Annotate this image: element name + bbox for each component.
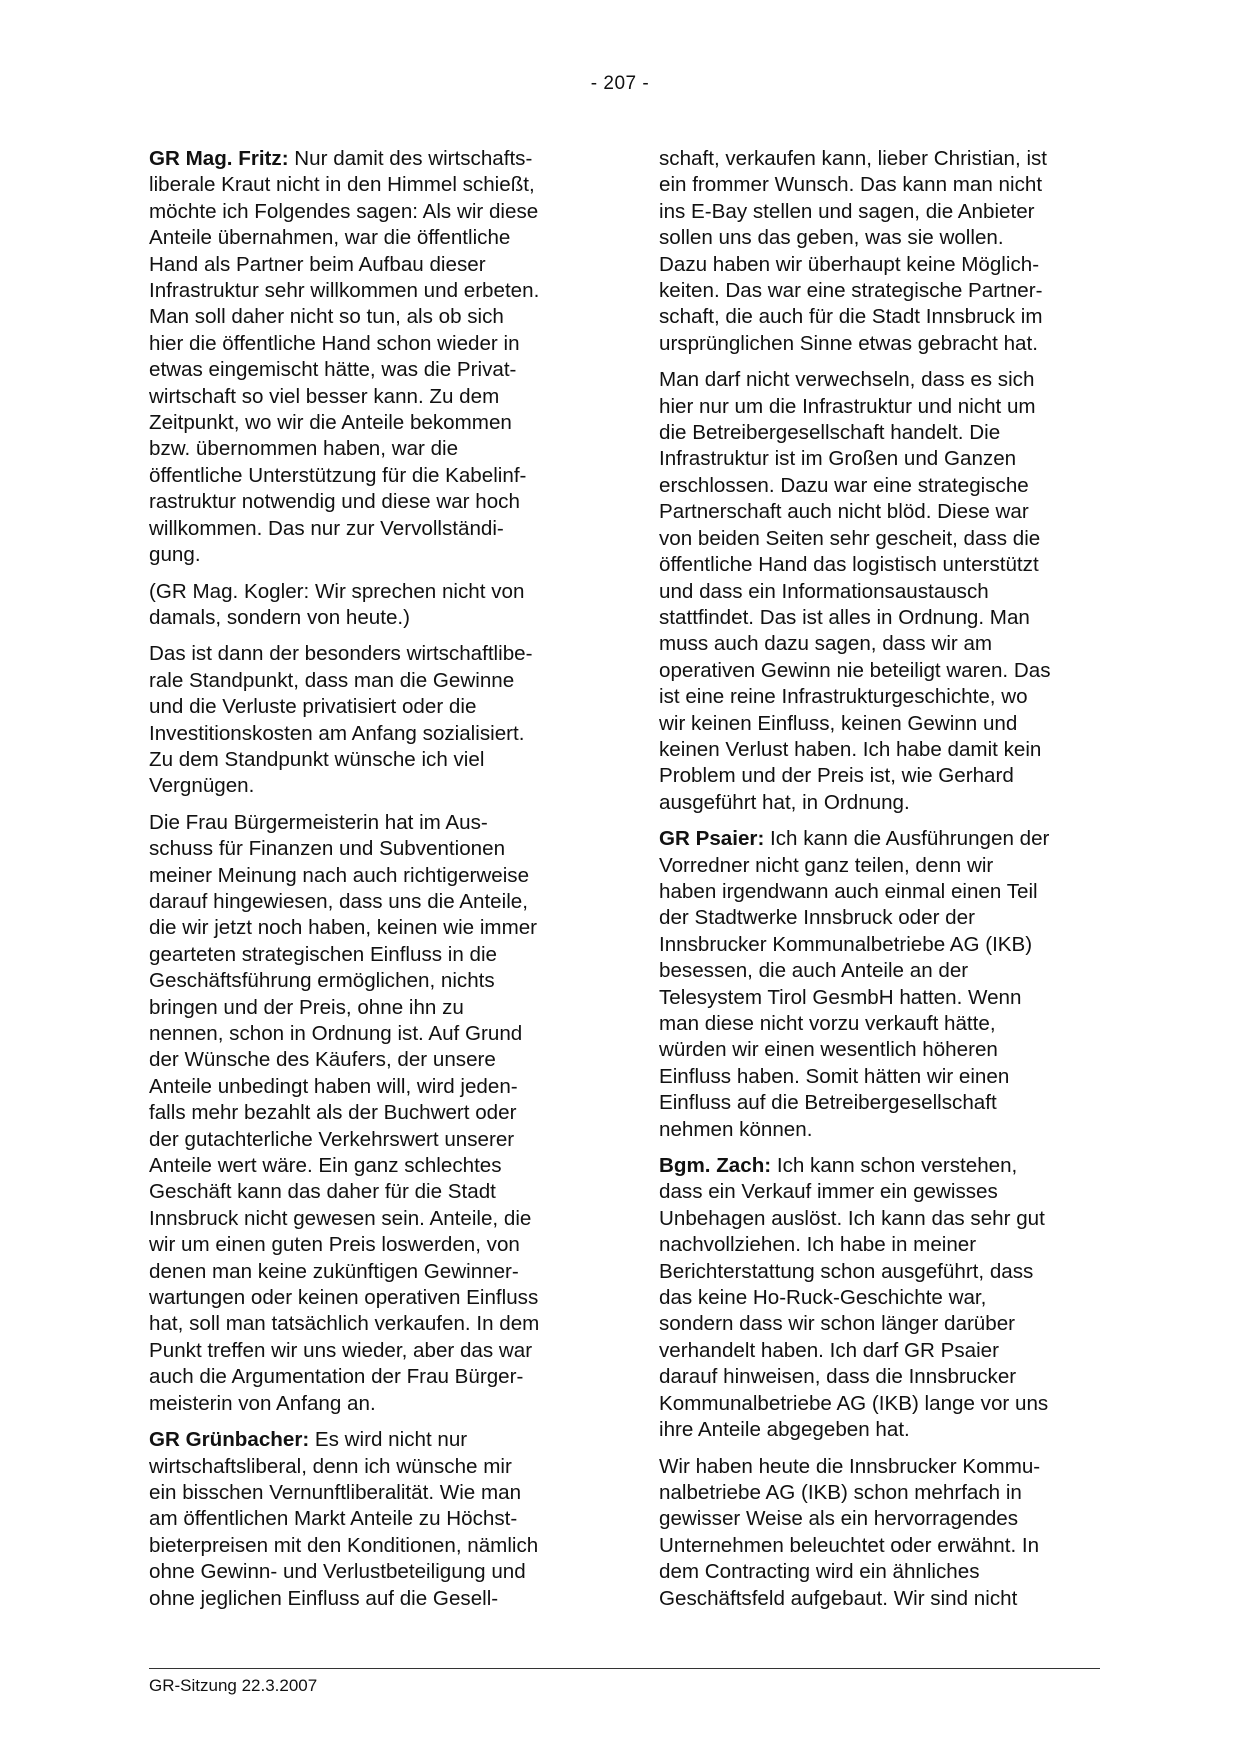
text-line	[659, 605, 1099, 631]
line-text: Anteile übernahmen, war die öffentliche	[149, 226, 511, 250]
line-text: wirtschaftsliberal, denn ich wünsche mir	[149, 1454, 512, 1478]
text-line	[149, 542, 589, 568]
line-text: schaft, verkaufen kann, lieber Christian, ist	[659, 147, 1048, 170]
line-text: Unternehmen beleuchtet oder erwähnt. In	[659, 1533, 1040, 1557]
footer-session-date: GR-Sitzung 22.3.2007	[149, 1676, 318, 1695]
line-text: Innsbrucker Kommunalbetriebe AG (IKB)	[659, 932, 1033, 956]
text-line	[149, 641, 589, 667]
text-line	[149, 1311, 589, 1337]
text-line	[659, 446, 1099, 472]
paragraph	[659, 1153, 1099, 1443]
line-text: bzw. übernommen haben, war die	[149, 437, 459, 461]
line-text: Vorredner nicht ganz teilen, denn wir	[659, 853, 994, 877]
text-line	[659, 631, 1099, 657]
paragraph	[149, 579, 589, 632]
line-text: keinen Verlust haben. Ich habe damit kein	[659, 737, 1042, 761]
text-line	[149, 1232, 589, 1258]
line-text: damals, sondern von heute.)	[149, 605, 411, 629]
text-line	[149, 721, 589, 747]
paragraph	[659, 826, 1099, 1143]
paragraph	[149, 810, 589, 1417]
text-line	[149, 1338, 589, 1364]
text-line	[659, 1311, 1099, 1337]
line-text: Anteile wert wäre. Ein ganz schlechtes	[149, 1154, 502, 1178]
text-line	[659, 331, 1099, 357]
line-text: Zeitpunkt, wo wir die Anteile bekommen	[149, 411, 512, 435]
line-text: etwas eingemischt hätte, was die Privat-	[149, 358, 517, 382]
line-text: Die Frau Bürgermeisterin hat im Aus-	[149, 810, 488, 834]
text-line	[659, 252, 1099, 278]
line-text: Wir haben heute die Innsbrucker Kommu-	[659, 1454, 1041, 1478]
line-text: liberale Kraut nicht in den Himmel schießt,	[149, 173, 535, 197]
line-text: meiner Meinung nach auch richtigerweise	[149, 863, 530, 887]
text-line	[149, 1480, 589, 1506]
line-text: meisterin von Anfang an.	[149, 1391, 376, 1415]
line-text: und die Verluste privatisiert oder die	[149, 695, 477, 719]
text-line	[659, 394, 1099, 420]
text-line	[659, 1391, 1099, 1417]
line-text: besessen, die auch Anteile an der	[659, 959, 969, 983]
line-text: hier nur um die Infrastruktur und nicht um	[659, 394, 1036, 418]
line-text: nennen, schon in Ordnung ist. Auf Grund	[149, 1022, 523, 1045]
line-text: wirtschaft so viel besser kann. Zu dem	[149, 384, 500, 408]
line-text: Berichterstattung schon ausgeführt, dass	[659, 1259, 1034, 1283]
text-line	[149, 1127, 589, 1153]
line-text: Problem und der Preis ist, wie Gerhard	[659, 764, 1014, 788]
text-line	[149, 1206, 589, 1232]
text-line	[149, 1179, 589, 1205]
line-text: Man soll daher nicht so tun, als ob sich	[149, 305, 504, 329]
line-text: Nur damit des wirtschafts-	[288, 147, 533, 170]
line-text: falls mehr bezahlt als der Buchwert oder	[149, 1101, 517, 1125]
line-text: man diese nicht vorzu verkauft hätte,	[659, 1012, 996, 1035]
line-text: auch die Argumentation der Frau Bürger-	[149, 1365, 524, 1389]
line-text: Dazu haben wir überhaupt keine Möglich-	[659, 252, 1040, 276]
text-line	[659, 1117, 1099, 1143]
text-line	[149, 836, 589, 862]
text-line	[659, 1364, 1099, 1390]
text-line	[659, 579, 1099, 605]
text-line	[659, 932, 1099, 958]
text-line	[659, 905, 1099, 931]
line-text: öffentliche Unterstützung für die Kabelinf-	[149, 463, 527, 487]
line-text: der Stadtwerke Innsbruck oder der	[659, 906, 975, 930]
text-line	[659, 1232, 1099, 1258]
text-line	[149, 668, 589, 694]
text-line	[659, 1533, 1099, 1559]
line-text: Innsbruck nicht gewesen sein. Anteile, die	[149, 1206, 532, 1230]
line-text: möchte ich Folgendes sagen: Als wir diese	[149, 199, 539, 223]
text-line	[659, 199, 1099, 225]
text-line	[659, 790, 1099, 816]
line-text: gewisser Weise als ein hervorragendes	[659, 1507, 1019, 1531]
text-line	[149, 1533, 589, 1559]
text-line	[149, 810, 589, 836]
text-line	[149, 463, 589, 489]
text-line	[149, 516, 589, 542]
text-line	[149, 915, 589, 941]
text-line	[659, 1259, 1099, 1285]
text-line	[149, 1047, 589, 1073]
text-line	[149, 172, 589, 198]
line-text: dass ein Verkauf immer ein gewisses	[659, 1180, 998, 1204]
line-text: ist eine reine Infrastrukturgeschichte, wo	[659, 685, 1028, 709]
line-text: Geschäftsfeld aufgebaut. Wir sind nicht	[659, 1586, 1018, 1610]
line-text: erschlossen. Dazu war eine strategische	[659, 473, 1029, 497]
line-text: Partnerschaft auch nicht blöd. Diese war	[659, 500, 1029, 524]
text-line	[149, 773, 589, 799]
line-text: Telesystem Tirol GesmbH hatten. Wenn	[659, 985, 1022, 1009]
line-text: die Betreibergesellschaft handelt. Die	[659, 421, 1001, 445]
text-line	[149, 357, 589, 383]
line-text: Einfluss haben. Somit hätten wir einen	[659, 1064, 1010, 1088]
line-text: gearteten strategischen Einfluss in die	[149, 942, 498, 966]
text-line	[149, 252, 589, 278]
speaker-name: GR Mag. Fritz:	[149, 147, 289, 170]
paragraph	[659, 1454, 1099, 1612]
text-line	[659, 711, 1099, 737]
text-line	[659, 1285, 1099, 1311]
text-line	[659, 763, 1099, 789]
text-line	[659, 225, 1099, 251]
line-text: sollen uns das geben, was sie wollen.	[659, 226, 1004, 250]
text-line	[659, 1480, 1099, 1506]
paragraph	[659, 146, 1099, 357]
line-text: ohne Gewinn- und Verlustbeteiligung und	[149, 1560, 526, 1584]
text-line	[659, 1206, 1099, 1232]
text-line	[659, 1153, 1099, 1179]
paragraph	[149, 1427, 589, 1612]
line-text: nachvollziehen. Ich habe in meiner	[659, 1233, 977, 1257]
text-line	[149, 1559, 589, 1585]
line-text: hier die öffentliche Hand schon wieder in	[149, 331, 520, 355]
line-text: von beiden Seiten sehr gescheit, dass die	[659, 526, 1041, 550]
text-line	[149, 1364, 589, 1390]
line-text: Vergnügen.	[149, 774, 255, 798]
line-text: darauf hinweisen, dass die Innsbrucker	[659, 1365, 1017, 1389]
speaker-name: GR Psaier:	[659, 827, 765, 851]
line-text: Geschäftsführung ermöglichen, nichts	[149, 969, 495, 993]
text-line	[149, 1285, 589, 1311]
line-text: Infrastruktur ist im Großen und Ganzen	[659, 447, 1017, 471]
text-line	[149, 1074, 589, 1100]
line-text: keiten. Das war eine strategische Partner-	[659, 279, 1043, 303]
line-text: Unbehagen auslöst. Ich kann das sehr gut	[659, 1206, 1045, 1230]
text-line	[149, 1506, 589, 1532]
line-text: ein frommer Wunsch. Das kann man nicht	[659, 173, 1043, 197]
text-line	[659, 1559, 1099, 1585]
line-text: denen man keine zukünftigen Gewinner-	[149, 1259, 519, 1283]
text-line	[659, 1179, 1099, 1205]
line-text: ins E-Bay stellen und sagen, die Anbieter	[659, 199, 1035, 223]
text-line	[149, 1153, 589, 1179]
speaker-name: GR Grünbacher:	[149, 1428, 310, 1452]
text-line	[149, 968, 589, 994]
line-text: öffentliche Hand das logistisch unterstützt	[659, 553, 1039, 577]
text-line	[659, 1506, 1099, 1532]
line-text: nalbetriebe AG (IKB) schon mehrfach in	[659, 1480, 1022, 1504]
line-text: nehmen können.	[659, 1117, 813, 1141]
text-line	[149, 199, 589, 225]
text-line	[149, 436, 589, 462]
line-text: sondern dass wir schon länger darüber	[659, 1312, 1016, 1336]
line-text: wartungen oder keinen operativen Einfluss	[149, 1286, 539, 1310]
text-line	[659, 853, 1099, 879]
line-text: der gutachterliche Verkehrswert unserer	[149, 1127, 515, 1151]
text-line	[149, 489, 589, 515]
text-line	[149, 889, 589, 915]
line-text: Zu dem Standpunkt wünsche ich viel	[149, 747, 485, 771]
text-line	[659, 1417, 1099, 1443]
text-line	[149, 1454, 589, 1480]
line-text: der Wünsche des Käufers, der unsere	[149, 1048, 496, 1072]
text-line	[149, 1586, 589, 1612]
line-text: bringen und der Preis, ohne ihn zu	[149, 995, 464, 1019]
line-text: Ich kann schon verstehen,	[771, 1154, 1018, 1178]
text-line	[149, 605, 589, 631]
paragraph	[149, 641, 589, 799]
text-line	[149, 1391, 589, 1417]
text-line	[149, 1100, 589, 1126]
text-line	[659, 499, 1099, 525]
text-line	[659, 985, 1099, 1011]
line-text: Es wird nicht nur	[309, 1428, 468, 1452]
line-text: würden wir einen wesentlich höheren	[659, 1038, 998, 1062]
line-text: die wir jetzt noch haben, keinen wie immer	[149, 916, 538, 940]
text-line	[149, 1259, 589, 1285]
text-line	[659, 1090, 1099, 1116]
line-text: ohne jeglichen Einfluss auf die Gesell-	[149, 1586, 499, 1610]
line-text: Das ist dann der besonders wirtschaftlibe-	[149, 642, 533, 666]
line-text: Einfluss auf die Betreibergesellschaft	[659, 1091, 997, 1115]
text-line	[659, 304, 1099, 330]
line-text: Infrastruktur sehr willkommen und erbeten.	[149, 279, 540, 303]
line-text: dem Contracting wird ein ähnliches	[659, 1560, 980, 1584]
line-text: Investitionskosten am Anfang sozialisiert.	[149, 721, 525, 745]
line-text: rale Standpunkt, dass man die Gewinne	[149, 668, 515, 692]
line-text: operativen Gewinn nie beteiligt waren. Das	[659, 658, 1051, 682]
text-line	[149, 942, 589, 968]
line-text: muss auch dazu sagen, dass wir am	[659, 632, 993, 656]
footer-divider	[149, 1668, 1100, 1669]
line-text: stattfindet. Das ist alles in Ordnung. Man	[659, 605, 1030, 629]
text-line	[659, 684, 1099, 710]
text-line	[149, 995, 589, 1021]
text-line	[659, 172, 1099, 198]
line-text: und dass ein Informationsaustausch	[659, 579, 989, 603]
text-line	[149, 410, 589, 436]
paragraph	[149, 146, 589, 569]
line-text: Ich kann die Ausführungen der	[764, 827, 1050, 851]
line-text: Hand als Partner beim Aufbau dieser	[149, 252, 486, 276]
text-line	[149, 1427, 589, 1453]
text-line	[659, 1454, 1099, 1480]
text-line	[149, 694, 589, 720]
text-line	[659, 1064, 1099, 1090]
text-line	[659, 1338, 1099, 1364]
text-line	[659, 420, 1099, 446]
line-text: schaft, die auch für die Stadt Innsbruck im	[659, 305, 1043, 329]
line-text: haben irgendwann auch einmal einen Teil	[659, 879, 1038, 903]
text-line	[149, 384, 589, 410]
text-line	[149, 863, 589, 889]
line-text: schuss für Finanzen und Subventionen	[149, 837, 506, 861]
line-text: darauf hingewiesen, dass uns die Anteile,	[149, 889, 528, 913]
line-text: Man darf nicht verwechseln, dass es sich	[659, 368, 1035, 392]
text-line	[149, 747, 589, 773]
line-text: bieterpreisen mit den Konditionen, nämlich	[149, 1533, 539, 1557]
text-line	[659, 1586, 1099, 1612]
line-text: willkommen. Das nur zur Vervollständi-	[149, 516, 504, 540]
left-text-column	[149, 146, 589, 1622]
text-line	[659, 1037, 1099, 1063]
text-line	[149, 225, 589, 251]
speaker-name: Bgm. Zach:	[659, 1154, 772, 1178]
text-line	[659, 737, 1099, 763]
line-text: ausgeführt hat, in Ordnung.	[659, 790, 910, 814]
line-text: Punkt treffen wir uns wieder, aber das war	[149, 1338, 533, 1362]
text-line	[149, 146, 589, 172]
page-number: - 207 -	[590, 73, 650, 94]
text-line	[149, 579, 589, 605]
line-text: ursprünglichen Sinne etwas gebracht hat.	[659, 331, 1038, 355]
paragraph	[659, 367, 1099, 816]
line-text: hat, soll man tatsächlich verkaufen. In dem	[149, 1312, 540, 1336]
line-text: ihre Anteile abgegeben hat.	[659, 1418, 910, 1442]
line-text: gung.	[149, 543, 201, 567]
line-text: das keine Ho-Ruck-Geschichte war,	[659, 1286, 987, 1310]
text-line	[659, 826, 1099, 852]
text-line	[149, 304, 589, 330]
text-line	[659, 146, 1099, 172]
line-text: wir um einen guten Preis loswerden, von	[149, 1233, 520, 1257]
text-line	[659, 958, 1099, 984]
line-text: (GR Mag. Kogler: Wir sprechen nicht von	[149, 579, 525, 603]
text-line	[659, 278, 1099, 304]
text-line	[659, 367, 1099, 393]
line-text: rastruktur notwendig und diese war hoch	[149, 490, 520, 514]
text-line	[149, 331, 589, 357]
text-line	[659, 552, 1099, 578]
text-line	[659, 526, 1099, 552]
right-text-column	[659, 146, 1099, 1622]
text-line	[659, 658, 1099, 684]
line-text: verhandelt haben. Ich darf GR Psaier	[659, 1338, 999, 1362]
line-text: Geschäft kann das daher für die Stadt	[149, 1180, 496, 1204]
text-line	[149, 278, 589, 304]
line-text: Kommunalbetriebe AG (IKB) lange vor uns	[659, 1391, 1049, 1415]
line-text: ein bisschen Vernunftliberalität. Wie man	[149, 1480, 522, 1504]
text-line	[659, 879, 1099, 905]
text-line	[659, 473, 1099, 499]
line-text: am öffentlichen Markt Anteile zu Höchst-	[149, 1507, 518, 1531]
line-text: Anteile unbedingt haben will, wird jeden-	[149, 1074, 518, 1098]
line-text: wir keinen Einfluss, keinen Gewinn und	[659, 711, 1018, 735]
text-line	[659, 1011, 1099, 1037]
text-line	[149, 1021, 589, 1047]
